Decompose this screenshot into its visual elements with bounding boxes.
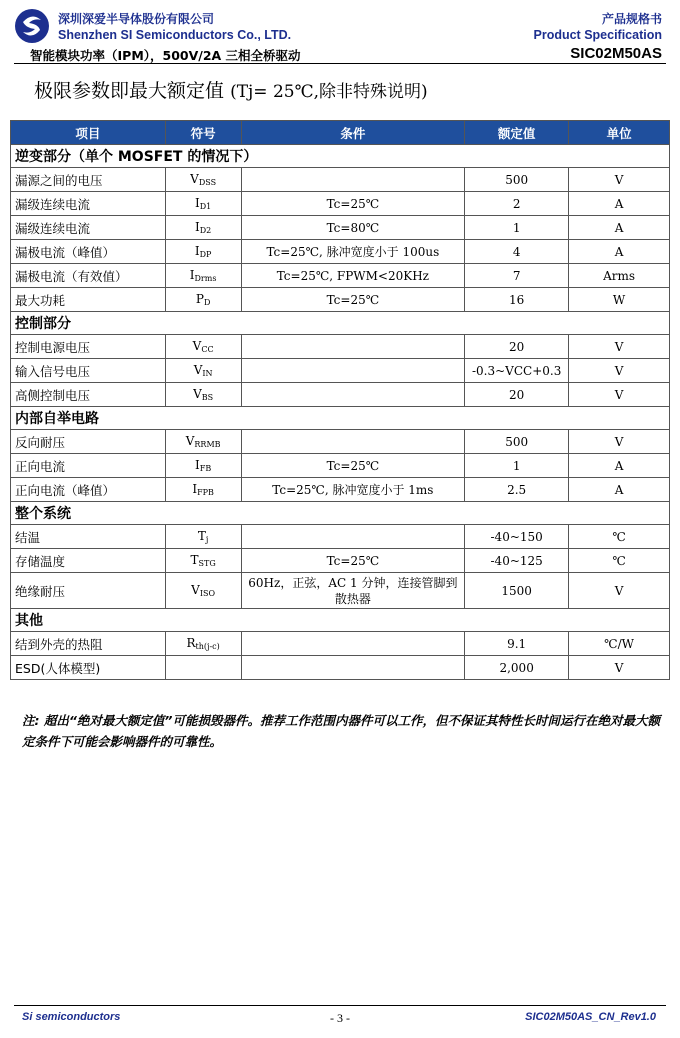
cell-symbol — [165, 632, 241, 656]
group-title: 其他 — [11, 609, 670, 632]
table-row — [11, 454, 670, 478]
cell-condition — [241, 430, 465, 454]
cell-rating: 4 — [465, 240, 569, 264]
cell-item: 绝缘耐压 — [11, 573, 166, 609]
cell-unit: V — [569, 656, 670, 680]
cell-unit: V — [569, 359, 670, 383]
symbol-letter: V — [191, 583, 200, 597]
cell-symbol — [165, 454, 241, 478]
table-row — [11, 525, 670, 549]
group-row — [11, 502, 670, 525]
cell-condition — [241, 656, 465, 680]
cell-rating: 2 — [465, 192, 569, 216]
cell-item: 漏级连续电流 — [11, 192, 166, 216]
cell-symbol — [165, 549, 241, 573]
cell-rating: 500 — [465, 168, 569, 192]
cell-item: 反向耐压 — [11, 430, 166, 454]
page-number: - 3 - — [330, 1011, 350, 1025]
cell-rating: -0.3~VCC+0.3 — [465, 359, 569, 383]
symbol-subscript: BS — [201, 393, 214, 402]
cell-rating: 1 — [465, 216, 569, 240]
table-body — [11, 145, 670, 680]
cell-unit: V — [569, 573, 670, 609]
footer-divider — [14, 1005, 666, 1006]
company-name-cn: 深圳深爱半导体股份有限公司 — [58, 12, 215, 26]
cell-rating: 20 — [465, 335, 569, 359]
cell-unit: Arms — [569, 264, 670, 288]
cell-item: 漏级连续电流 — [11, 216, 166, 240]
cell-symbol — [165, 288, 241, 312]
cell-condition: Tc=25℃ — [241, 288, 465, 312]
cell-item: 漏极电流（有效值） — [11, 264, 166, 288]
group-row — [11, 145, 670, 168]
cell-symbol — [165, 359, 241, 383]
cell-rating: 2,000 — [465, 656, 569, 680]
group-title: 控制部分 — [11, 312, 670, 335]
cell-item: 控制电源电压 — [11, 335, 166, 359]
symbol-subscript: RRMB — [194, 440, 221, 449]
cell-unit: ℃/W — [569, 632, 670, 656]
cell-unit: A — [569, 454, 670, 478]
symbol-letter: V — [193, 387, 202, 401]
cell-symbol — [165, 525, 241, 549]
symbol-letter: P — [195, 292, 204, 306]
symbol-letter: R — [186, 636, 196, 650]
table-header-row — [11, 121, 670, 145]
table-row — [11, 335, 670, 359]
cell-condition: Tc=25℃, FPWM<20KHz — [241, 264, 465, 288]
cell-condition: Tc=80℃ — [241, 216, 465, 240]
table-row — [11, 478, 670, 502]
cell-unit: ℃ — [569, 549, 670, 573]
symbol-letter: I — [192, 482, 198, 496]
table-row — [11, 656, 670, 680]
table-row — [11, 240, 670, 264]
cell-symbol — [165, 192, 241, 216]
cell-symbol — [165, 656, 241, 680]
symbol-subscript: j — [205, 535, 209, 544]
cell-condition — [241, 632, 465, 656]
symbol-subscript: D1 — [199, 202, 212, 211]
cell-unit: V — [569, 335, 670, 359]
cell-item: 正向电流 — [11, 454, 166, 478]
cell-item: 漏极电流（峰值） — [11, 240, 166, 264]
cell-unit: A — [569, 192, 670, 216]
cell-condition — [241, 383, 465, 407]
spec-title-en: Product Specification — [533, 28, 662, 42]
cell-symbol — [165, 240, 241, 264]
col-header-rating: 额定值 — [465, 121, 569, 145]
cell-rating: 500 — [465, 430, 569, 454]
cell-condition: Tc=25℃ — [241, 454, 465, 478]
symbol-subscript: STG — [198, 559, 216, 568]
cell-condition: Tc=25℃ — [241, 549, 465, 573]
cell-condition: Tc=25℃, 脉冲宽度小于 1ms — [241, 478, 465, 502]
cell-symbol — [165, 216, 241, 240]
header-divider — [14, 63, 666, 64]
symbol-subscript: D — [203, 298, 211, 307]
table-row — [11, 264, 670, 288]
table-row — [11, 430, 670, 454]
cell-unit: V — [569, 383, 670, 407]
cell-condition — [241, 335, 465, 359]
symbol-subscript: DP — [199, 250, 212, 259]
symbol-letter: I — [195, 458, 200, 472]
section-title-text: 极限参数即最大额定值 — [34, 80, 225, 102]
symbol-letter: T — [197, 529, 206, 543]
symbol-letter: I — [194, 244, 200, 258]
cell-symbol — [165, 573, 241, 609]
page-header — [14, 6, 666, 68]
cell-symbol — [165, 478, 241, 502]
cell-symbol — [165, 383, 241, 407]
symbol-subscript: CC — [201, 345, 214, 354]
table-row — [11, 288, 670, 312]
col-header-symbol: 符号 — [165, 121, 241, 145]
company-logo-icon — [14, 8, 50, 44]
cell-symbol — [165, 430, 241, 454]
col-header-item: 项目 — [11, 121, 166, 145]
cell-rating: -40~150 — [465, 525, 569, 549]
table-row — [11, 632, 670, 656]
group-title: 逆变部分（单个 MOSFET 的情况下） — [11, 145, 670, 168]
cell-symbol — [165, 264, 241, 288]
cell-condition: Tc=25℃ — [241, 192, 465, 216]
cell-item: 高侧控制电压 — [11, 383, 166, 407]
company-name-en: Shenzhen SI Semiconductors Co., LTD. — [58, 28, 292, 42]
cell-item: ESD(人体模型) — [11, 656, 166, 680]
cell-item: 输入信号电压 — [11, 359, 166, 383]
cell-unit: A — [569, 478, 670, 502]
symbol-subscript: Drms — [194, 274, 217, 283]
symbol-subscript: DSS — [198, 178, 217, 187]
cell-condition — [241, 359, 465, 383]
section-condition: (Tj= 25℃,除非特殊说明) — [230, 82, 428, 102]
symbol-letter: I — [189, 268, 195, 282]
cell-item: 结温 — [11, 525, 166, 549]
cell-item: 正向电流（峰值） — [11, 478, 166, 502]
cell-item: 最大功耗 — [11, 288, 166, 312]
table-row — [11, 549, 670, 573]
cell-item: 存储温度 — [11, 549, 166, 573]
symbol-letter: V — [192, 339, 202, 353]
table-row — [11, 168, 670, 192]
symbol-subscript: th(j-c) — [195, 642, 220, 651]
cell-item: 结到外壳的热阻 — [11, 632, 166, 656]
cell-condition — [241, 168, 465, 192]
group-title: 整个系统 — [11, 502, 670, 525]
cell-unit: V — [569, 430, 670, 454]
symbol-letter: I — [194, 196, 200, 210]
cell-condition: 60Hz，正弦，AC 1 分钟，连接管脚到散热器 — [241, 573, 465, 609]
cell-unit: V — [569, 168, 670, 192]
symbol-subscript: IN — [202, 369, 213, 378]
group-row — [11, 609, 670, 632]
cell-rating: 7 — [465, 264, 569, 288]
cell-rating: 20 — [465, 383, 569, 407]
group-row — [11, 407, 670, 430]
col-header-unit: 单位 — [569, 121, 670, 145]
document-revision: SIC02M50AS_CN_Rev1.0 — [525, 1011, 656, 1023]
col-header-condition: 条件 — [241, 121, 465, 145]
cell-unit: A — [569, 240, 670, 264]
group-title: 内部自举电路 — [11, 407, 670, 430]
cell-symbol — [165, 335, 241, 359]
table-row — [11, 383, 670, 407]
cell-unit: ℃ — [569, 525, 670, 549]
cell-rating: 1500 — [465, 573, 569, 609]
product-subtitle: 智能模块功率（IPM），500V/2A 三相全桥驱动 — [30, 48, 301, 63]
symbol-subscript: D2 — [199, 226, 212, 235]
cell-rating: -40~125 — [465, 549, 569, 573]
cell-unit: W — [569, 288, 670, 312]
table-row — [11, 573, 670, 609]
symbol-subscript: FB — [199, 464, 212, 473]
cell-item: 漏源之间的电压 — [11, 168, 166, 192]
symbol-letter: V — [193, 363, 203, 377]
symbol-subscript: FPB — [197, 488, 214, 497]
section-title — [34, 76, 428, 103]
part-number: SIC02M50AS — [570, 45, 662, 62]
table-row — [11, 216, 670, 240]
cell-condition: Tc=25℃, 脉冲宽度小于 100us — [241, 240, 465, 264]
symbol-letter: V — [185, 434, 195, 448]
symbol-subscript: ISO — [199, 589, 216, 598]
symbol-letter: V — [190, 172, 199, 186]
cell-rating: 9.1 — [465, 632, 569, 656]
ratings-table — [10, 120, 670, 680]
footer-brand: Si semiconductors — [22, 1011, 121, 1023]
table-row — [11, 359, 670, 383]
table-row — [11, 192, 670, 216]
cell-unit: A — [569, 216, 670, 240]
cell-condition — [241, 525, 465, 549]
spec-title-cn: 产品规格书 — [601, 12, 662, 26]
cell-rating: 1 — [465, 454, 569, 478]
symbol-letter: T — [190, 553, 199, 567]
symbol-letter: I — [194, 220, 200, 234]
group-row — [11, 312, 670, 335]
footnote: 注: 超出“绝对最大额定值”可能损毁器件。推荐工作范围内器件可以工作，但不保证其特性长时间运行在绝对最大额定条件下可能会影响器件的可靠性。 — [22, 713, 660, 749]
cell-symbol — [165, 168, 241, 192]
cell-rating: 2.5 — [465, 478, 569, 502]
cell-rating: 16 — [465, 288, 569, 312]
